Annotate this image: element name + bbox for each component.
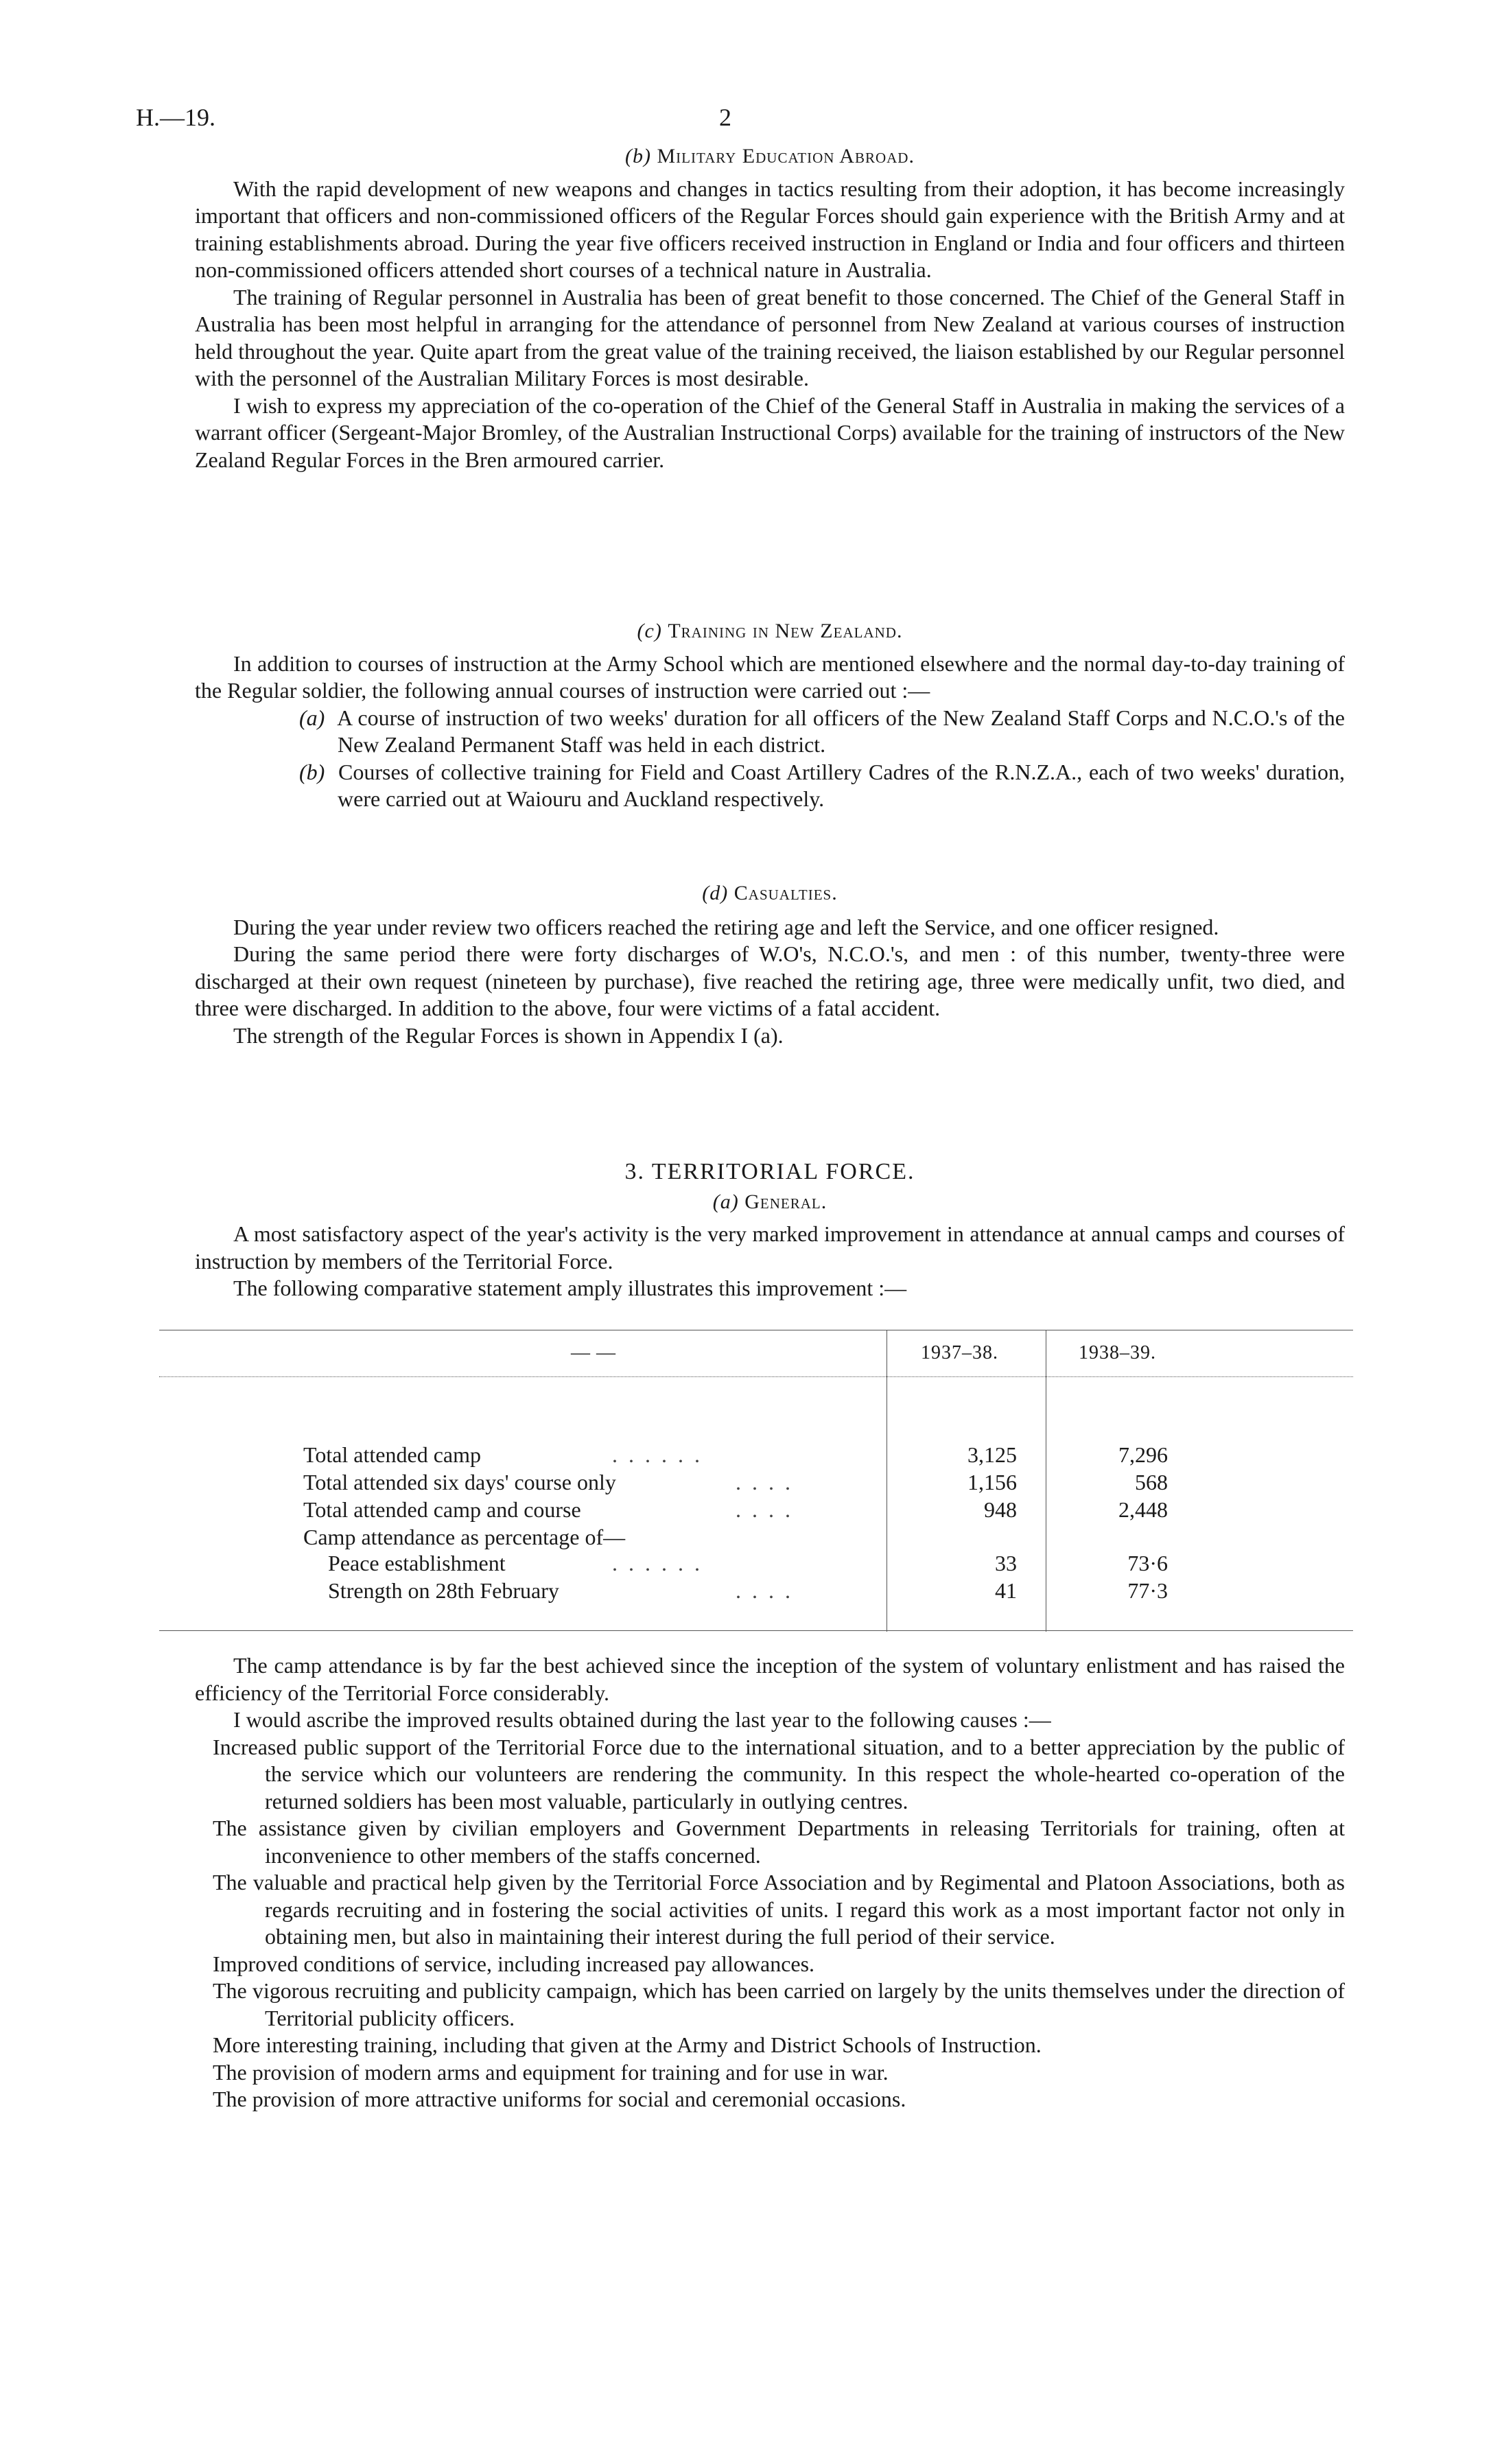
section-label: (d) [702,882,729,904]
list-item-label: (a) [299,705,325,730]
table-cell: 2,448 [1118,1497,1168,1522]
table-row-leader: . . . . . . [612,1442,703,1467]
section-title: Training in New Zealand. [668,620,903,642]
table-cell: 3,125 [967,1442,1017,1467]
paragraph: In addition to courses of instruction at the Army School which are mentioned elsewhere and the normal day-to-day training of the Regular soldier, the following annual courses of instruction were carried out :— [195,650,1345,703]
table-row-label: Camp attendance as percentage of— [303,1525,626,1549]
table-cell: 77·3 [1127,1578,1168,1603]
paragraph: During the same period there were forty discharges of W.O's, N.C.O.'s, and men : of this number, twenty-three were discharged at their own request (nineteen by purchase), five reached the retiring age, three were medically unfit, two died, and three were discharged. In addition to the above, four were victims of a fatal accident. [195,941,1345,1020]
table-cell: 1,156 [967,1470,1017,1494]
table-row-label: Total attended camp and course [303,1497,581,1522]
table-row-label: Strength on 28th February [328,1578,559,1603]
table-stub-header: — — [571,1342,616,1363]
list-item-label: (b) [299,759,325,784]
comparative-statement-table [159,1330,1353,1632]
table-column-header: 1937–38. [921,1342,998,1363]
section-improvement-causes [195,1652,1345,2113]
table-row-leader: . . . . [736,1470,793,1494]
paragraph: A most satisfactory aspect of the year's activity is the very marked improvement in attendance at annual camps and courses of instruction by members of the Territorial Force. [195,1221,1345,1274]
table-cell: 7,296 [1118,1442,1168,1467]
table-row-leader: . . . . . . [612,1551,703,1575]
list-item [195,705,1345,759]
section-label: (b) [625,145,651,167]
table-row-leader: . . . . [736,1578,793,1603]
table-bottom-rule [159,1630,1353,1631]
section-title: General. [744,1190,827,1213]
list-item-text: Courses of collective training for Field and Coast Artillery Cadres of the R.N.Z.A., each of two weeks' duration, were carried out at Waiouru and Auckland respectively. [338,759,1346,811]
section-heading [195,618,1345,645]
list-item: The vigorous recruiting and publicity campaign, which has been carried on largely by the units themselves under the direction of Territorial publicity officers. [213,1978,1345,2030]
paragraph: The strength of the Regular Forces is shown in Appendix I (a). [233,1022,784,1048]
table-cell: 568 [1135,1470,1168,1494]
section-military-education-abroad [195,143,1345,473]
list-item: The provision of more attractive uniforms for social and ceremonial occasions. [213,2087,906,2111]
table-header-rule [159,1376,1353,1377]
section-heading [195,1188,1345,1216]
list-item: The assistance given by civilian employers and Government Departments in releasing Territorials for training, often at inconvenience to other members of the staffs concerned. [213,1816,1345,1868]
section-title: Casualties. [733,882,838,904]
section-label: (c) [637,620,662,642]
table-cell: 33 [995,1551,1017,1575]
section-title: Military Education Abroad. [657,145,915,167]
paragraph: I would ascribe the improved results obtained during the last year to the following causes :— [233,1707,1051,1732]
list-item-text: A course of instruction of two weeks' duration for all officers of the New Zealand Staff Corps and N.C.O.'s of the New Zealand Permanent Staff was held in each district. [337,705,1346,757]
table-column-header: 1938–39. [1079,1342,1156,1363]
report-reference: H.—19. [136,104,215,131]
table-cell: 41 [995,1578,1017,1603]
table-row-label: Total attended camp [303,1442,481,1467]
paragraph: The following comparative statement amply illustrates this improvement :— [233,1276,907,1300]
section-training-in-new-zealand [195,618,1345,813]
table-row-label: Peace establishment [328,1551,506,1575]
list-item: More interesting training, including that given at the Army and District Schools of Instruction. [213,2032,1042,2057]
list-item: The provision of modern arms and equipment for training and for use in war. [213,2059,889,2085]
paragraph: During the year under review two officers reached the retiring age and left the Service, and one officer resigned. [233,914,1219,939]
table-cell: 73·6 [1127,1551,1168,1575]
section-label: (a) [712,1190,739,1213]
paragraph: The training of Regular personnel in Australia has been of great benefit to those concerned. The Chief of the General Staff in Australia has been most helpful in arranging for the attendance of personnel from New Zealand at various courses of instruction held throughout the year. Quite apart from the great value of the training received, the liaison established by our Regular personnel with the personnel of the Australian Military Forces is most desirable. [195,284,1345,390]
paragraph: I wish to express my appreciation of the co-operation of the Chief of the General Staff in Australia in making the services of a warrant officer (Sergeant-Major Bromley, of the Australian Instructional Corps) available for the training of instructors of the New Zealand Regular Forces in the Bren armoured carrier. [195,392,1345,472]
list-item [195,759,1345,813]
paragraph: With the rapid development of new weapons and changes in tactics resulting from their adoption, it has become increasingly important that officers and non-commissioned officers of the Regular Forces should gain experience with the British Army and at training establishments abroad. During the year five officers received instruction in England or India and four officers and thirteen non-commissioned officers attended short courses of a technical nature in Australia. [195,176,1345,282]
main-section-title: 3. TERRITORIAL FORCE. [624,1159,915,1184]
section-heading [195,143,1345,170]
section-heading [195,880,1345,907]
page-number: 2 [719,104,731,131]
section-territorial-force [195,1158,1345,1302]
table-cell: 948 [984,1497,1017,1522]
list-item: Improved conditions of service, including increased pay allowances. [213,1951,815,1976]
paragraph: The camp attendance is by far the best achieved since the inception of the system of voluntary enlistment and has raised the efficiency of the Territorial Force considerably. [195,1653,1345,1705]
list-item: The valuable and practical help given by the Territorial Force Association and by Regimental and Platoon Associations, both as regards recruiting and in fostering the social activities of units. I regard this work as a most important factor not only in obtaining men, but also in maintaining their interest during the full period of their service. [213,1870,1345,1949]
section-casualties [195,880,1345,1049]
table-row-label: Total attended six days' course only [303,1470,616,1494]
table-row-leader: . . . . [736,1497,793,1522]
list-item: Increased public support of the Territorial Force due to the international situation, and to a better appreciation by the public of the service which our volunteers are rendering the community. In this respect the whole-hearted co-operation of the returned soldiers has been most valuable, particularly in outlying centres. [213,1734,1345,1814]
